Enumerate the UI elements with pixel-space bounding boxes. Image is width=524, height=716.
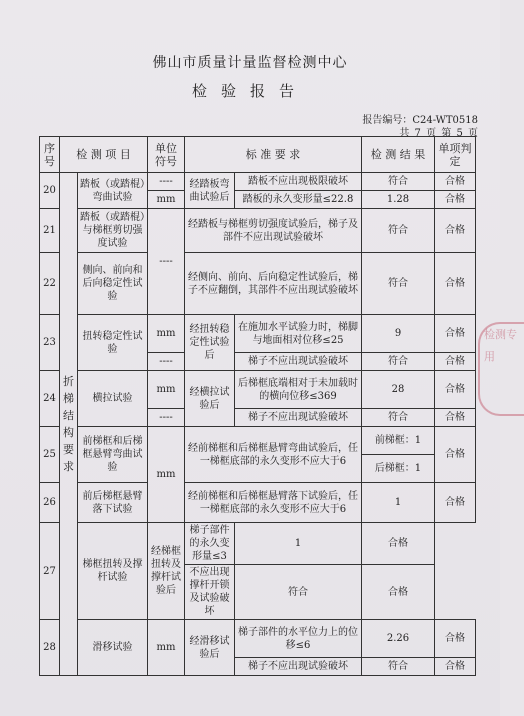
seal-stamp: 检测专用: [478, 322, 524, 416]
test-item: 前后梯框悬臂落下试验: [78, 483, 148, 523]
table-row: [40, 371, 476, 409]
unit-cell: ----: [148, 209, 185, 315]
organization-name: 佛山市质量计量监督检测中心: [152, 55, 348, 71]
judgement-cell: 合格: [435, 371, 476, 409]
test-item: 侧向、前向和后向稳定性试验: [78, 253, 148, 315]
row-number: 26: [40, 483, 60, 523]
judgement-cell: 合格: [435, 209, 476, 253]
result-cell: 后梯框：1: [362, 455, 435, 483]
test-results-table: [39, 136, 476, 676]
std-condition: 经扭转稳定性试验后: [185, 315, 235, 371]
result-cell: 1.28: [362, 191, 435, 209]
header-std: 标 准 要 求: [185, 137, 362, 173]
test-item: 梯框扭转及撑杆试验: [78, 523, 148, 620]
result-cell: 前梯框：1: [362, 427, 435, 455]
result-cell: 符合: [235, 565, 362, 620]
std-condition: 经滑移试验后: [185, 620, 235, 676]
table-row: [40, 427, 476, 455]
judgement-cell: 合格: [435, 353, 476, 371]
unit-cell: mm: [148, 427, 185, 523]
test-item: 扭转稳定性试验: [78, 315, 148, 371]
judgement-cell: 合格: [435, 409, 476, 427]
std-requirement: 梯子部件的永久变形量≤3: [185, 523, 235, 565]
std-requirement: 梯子部件的水平位力上的位移≤6: [235, 620, 362, 658]
result-cell: 9: [362, 315, 435, 353]
std-condition: 经梯框扭转及撑杆试验后: [148, 523, 185, 620]
test-item: 前梯框和后梯框悬臂弯曲试验: [78, 427, 148, 483]
row-number: 22: [40, 253, 60, 315]
judgement-cell: 合格: [435, 173, 476, 191]
std-requirement: 经侧向、前向、后向稳定性试验后，梯子不应翻倒，其部件不应出现试验破坏: [185, 253, 362, 315]
unit-cell: mm: [148, 315, 185, 353]
result-cell: 符合: [362, 409, 435, 427]
std-requirement: 经前梯框和后梯框悬臂落下试验后，任一梯框底部的永久变形不应大于6: [185, 483, 362, 523]
std-requirement: 梯子不应出现试验破坏: [235, 353, 362, 371]
table-row: [40, 620, 476, 658]
test-item: 横拉试验: [78, 371, 148, 427]
std-requirement: 经前梯框和后梯框悬臂弯曲试验后，任一梯框底部的永久变形不应大于6: [185, 427, 362, 483]
test-item: 踏板（或踏棍）与梯框剪切强度试验: [78, 209, 148, 253]
page-indicator: 共 7 页 第 5 页: [399, 128, 478, 139]
judgement-cell: 合格: [435, 191, 476, 209]
std-condition: 经踏板弯曲试验后: [185, 173, 235, 209]
judgement-cell: 合格: [435, 427, 476, 483]
report-number: 报告编号：C24-WT0518: [362, 115, 478, 126]
judgement-cell: 合格: [435, 315, 476, 353]
table-row: [40, 173, 476, 191]
result-cell: 符合: [362, 209, 435, 253]
table-row: [40, 523, 476, 565]
row-number: 28: [40, 620, 60, 676]
judgement-cell: 合格: [435, 483, 476, 523]
result-cell: 符合: [362, 353, 435, 371]
result-cell: 1: [362, 483, 435, 523]
unit-cell: ----: [148, 409, 185, 427]
judgement-cell: 合格: [362, 565, 435, 620]
row-number: 24: [40, 371, 60, 427]
unit-cell: mm: [148, 191, 185, 209]
header-judge: 单项判定: [435, 137, 476, 173]
row-number: 27: [40, 523, 60, 620]
header-item: 检 测 项 目: [60, 137, 148, 173]
std-requirement: 不应出现撑杆开锁及试验破坏: [185, 565, 235, 620]
group-label: 折梯结构要求: [60, 173, 78, 676]
unit-cell: ----: [148, 173, 185, 191]
unit-cell: mm: [148, 620, 185, 676]
result-cell: 符合: [362, 253, 435, 315]
header-seq: 序号: [40, 137, 60, 173]
judgement-cell: 合格: [362, 523, 435, 565]
header-result: 检 测 结 果: [362, 137, 435, 173]
table-row: [40, 209, 476, 253]
result-cell: 符合: [362, 173, 435, 191]
table-row: [40, 315, 476, 353]
row-number: 23: [40, 315, 60, 371]
header-unit: 单位符号: [148, 137, 185, 173]
result-cell: 符合: [362, 658, 435, 676]
judgement-cell: 合格: [435, 253, 476, 315]
table-header-row: [40, 137, 476, 173]
std-requirement: 在施加水平试验力时，梯脚与地面相对位移≤25: [235, 315, 362, 353]
test-item: 滑移试验: [78, 620, 148, 676]
table-row: [40, 483, 476, 523]
judgement-cell: 合格: [435, 620, 476, 658]
std-requirement: 经踏板与梯框剪切强度试验后，梯子及部件不应出现试验破坏: [185, 209, 362, 253]
std-requirement: 后梯框底端相对于未加载时的横向位移≤369: [235, 371, 362, 409]
judgement-cell: 合格: [435, 658, 476, 676]
std-requirement: 梯子不应出现试验破坏: [235, 409, 362, 427]
unit-cell: ----: [148, 353, 185, 371]
result-cell: 1: [235, 523, 362, 565]
std-condition: 经横拉试验后: [185, 371, 235, 427]
std-requirement: 踏板不应出现极限破坏: [235, 173, 362, 191]
row-number: 20: [40, 173, 60, 209]
test-item: 踏板（或踏棍）弯曲试验: [78, 173, 148, 209]
result-cell: 28: [362, 371, 435, 409]
row-number: 21: [40, 209, 60, 253]
unit-cell: mm: [148, 371, 185, 409]
std-requirement: 踏板的永久变形量≤22.8: [235, 191, 362, 209]
table-row: [40, 253, 476, 315]
std-requirement: 梯子不应出现试验破坏: [235, 658, 362, 676]
row-number: 25: [40, 427, 60, 483]
result-cell: 2.26: [362, 620, 435, 658]
report-title: 检验报告: [191, 82, 308, 100]
